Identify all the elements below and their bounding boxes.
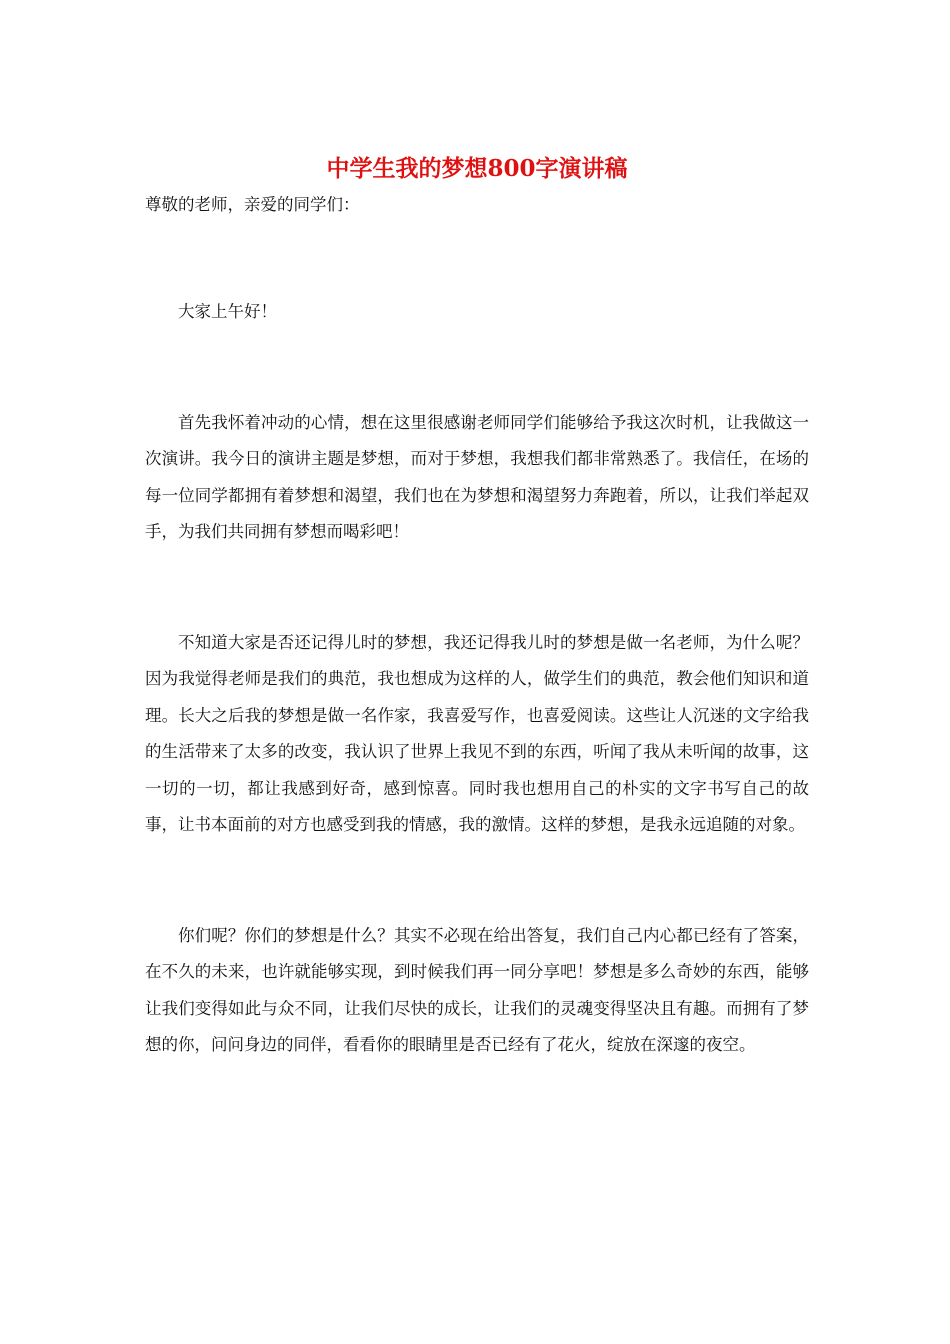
document-body <box>145 150 809 1064</box>
paragraph-1: 首先我怀着冲动的心情，想在这里很感谢老师同学们能够给予我这次时机，让我做这一次演讲。我今日的演讲主题是梦想，而对于梦想，我想我们都非常熟悉了。我信任，在场的每一位同学都拥有着梦想和渴望，我们也在为梦想和渴望努力奔跑着，所以，让我们举起双手，为我们共同拥有梦想而喝彩吧！ <box>145 412 809 541</box>
paragraph-3: 你们呢？你们的梦想是什么？其实不必现在给出答复，我们自己内心都已经有了答案，在不久的未来，也许就能够实现，到时候我们再一同分享吧！梦想是多么奇妙的东西，能够让我们变得如此与众不同，让我们尽快的成长，让我们的灵魂变得坚决且有趣。而拥有了梦想的你，问问身边的同伴，看看你的眼睛里是否已经有了花火，绽放在深邃的夜空。 <box>145 925 809 1054</box>
greeting: 大家上午好！ <box>178 302 277 321</box>
document-title: 中学生我的梦想800字演讲稿 <box>326 155 628 182</box>
paragraph-2: 不知道大家是否还记得儿时的梦想，我还记得我儿时的梦想是做一名老师，为什么呢？因为我觉得老师是我们的典范，我也想成为这样的人，做学生们的典范，教会他们知识和道理。长大之后我的梦想是做一名作家，我喜爱写作，也喜爱阅读。这些让人沉迷的文字给我的生活带来了太多的改变，我认识了世界上我见不到的东西，听闻了我从未听闻的故事，这一切的一切，都让我感到好奇，感到惊喜。同时我也想用自己的朴实的文字书写自己的故事，让书本面前的对方也感受到我的情感，我的激情。这样的梦想，是我永远追随的对象。 <box>145 632 809 834</box>
salutation: 尊敬的老师，亲爱的同学们： <box>145 195 360 214</box>
